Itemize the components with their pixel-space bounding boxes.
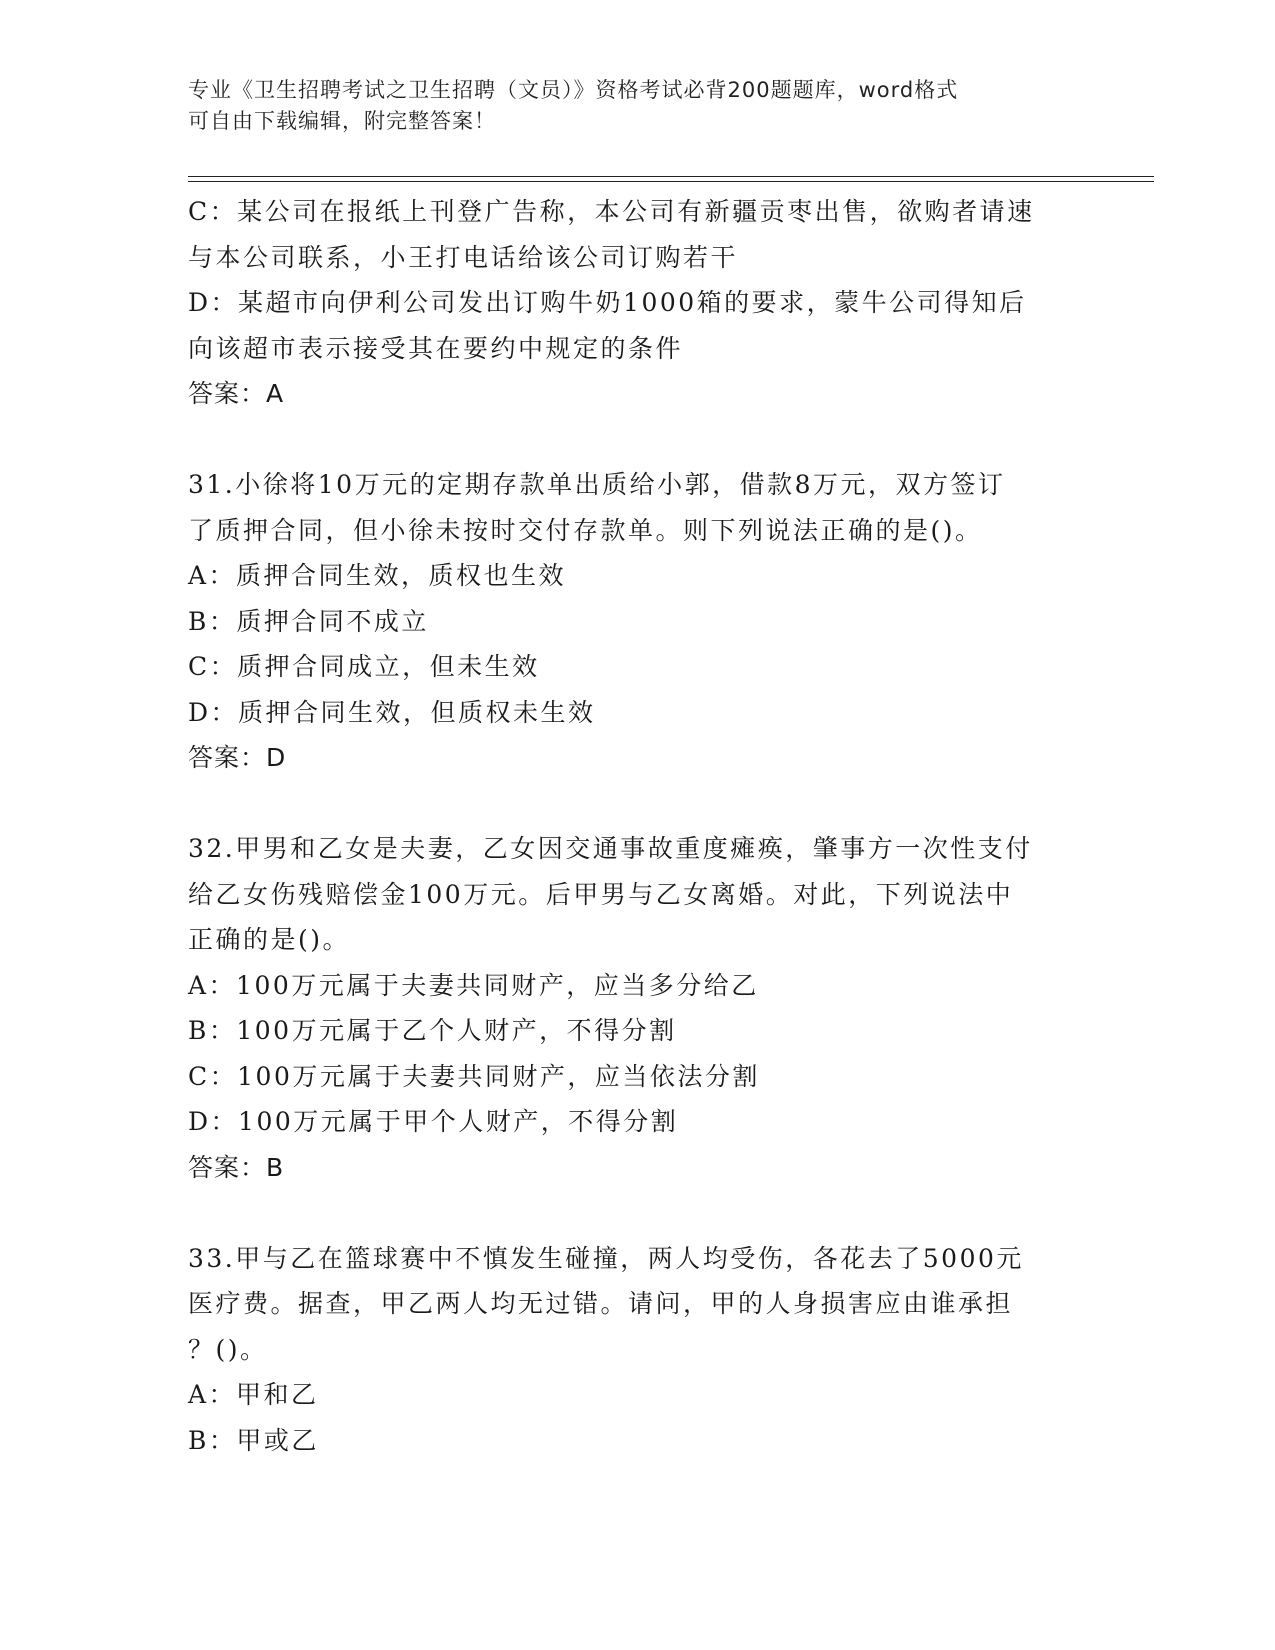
option-d: D：质押合同生效，但质权未生效 bbox=[188, 697, 596, 727]
spacer bbox=[188, 1190, 1088, 1236]
question-stem-line: ？()。 bbox=[188, 1334, 268, 1364]
option-a: A：100万元属于夫妻共同财产，应当多分给乙 bbox=[188, 970, 759, 1000]
question-stem-line: 33.甲与乙在篮球赛中不慎发生碰撞，两人均受伤，各花去了5000元 bbox=[188, 1243, 1024, 1273]
option-d-line-1: D：某超市向伊利公司发出订购牛奶1000箱的要求，蒙牛公司得知后 bbox=[188, 288, 1027, 317]
option-d-line-2: 向该超市表示接受其在要约中规定的条件 bbox=[188, 333, 684, 363]
option-c-line-2: 与本公司联系，小王打电话给该公司订购若干 bbox=[188, 242, 739, 272]
question-31 bbox=[188, 462, 1088, 781]
header-line-1: 专业《卫生招聘考试之卫生招聘（文员）》资格考试必背200题题库，word格式 bbox=[188, 78, 959, 102]
question-stem-line: 了质押合同，但小徐未按时交付存款单。则下列说法正确的是()。 bbox=[188, 515, 983, 545]
option-a: A：甲和乙 bbox=[188, 1380, 319, 1409]
question-stem-line: 医疗费。据查，甲乙两人均无过错。请问，甲的人身损害应由谁承担 bbox=[188, 1289, 1014, 1318]
option-b: B：100万元属于乙个人财产，不得分割 bbox=[188, 1016, 677, 1045]
option-c: C：100万元属于夫妻共同财产，应当依法分割 bbox=[188, 1061, 760, 1091]
option-c-line-1: C：某公司在报纸上刊登广告称，本公司有新疆贡枣出售，欲购者请速 bbox=[188, 197, 1035, 226]
option-b: B：质押合同不成立 bbox=[188, 606, 429, 636]
header-line-2: 可自由下载编辑，附完整答案！ bbox=[188, 109, 496, 133]
question-stem-line: 32.甲男和乙女是夫妻，乙女因交通事故重度瘫痪，肇事方一次性支付 bbox=[188, 834, 1033, 863]
question-stem-line: 31.小徐将10万元的定期存款单出质给小郭，借款8万元，双方签订 bbox=[188, 470, 1006, 499]
answer-label: 答案：A bbox=[188, 379, 285, 408]
question-stem-line: 给乙女伤残赔偿金100万元。后甲男与乙女离婚。对此，下列说法中 bbox=[188, 879, 1014, 909]
option-d: D：100万元属于甲个人财产，不得分割 bbox=[188, 1107, 679, 1136]
question-33 bbox=[188, 1236, 1088, 1464]
spacer bbox=[188, 781, 1088, 827]
option-b: B：甲或乙 bbox=[188, 1425, 319, 1455]
spacer bbox=[188, 417, 1088, 463]
answer-label: 答案：B bbox=[188, 1152, 285, 1182]
option-a: A：质押合同生效，质权也生效 bbox=[188, 561, 567, 590]
document-body bbox=[188, 189, 1088, 1463]
question-32 bbox=[188, 826, 1088, 1190]
page-header bbox=[188, 75, 1068, 137]
header-divider bbox=[188, 176, 1154, 182]
answer-label: 答案：D bbox=[188, 743, 287, 772]
question-stem-line: 正确的是()。 bbox=[188, 925, 351, 954]
previous-question-tail bbox=[188, 189, 1088, 417]
option-c: C：质押合同成立，但未生效 bbox=[188, 652, 540, 681]
